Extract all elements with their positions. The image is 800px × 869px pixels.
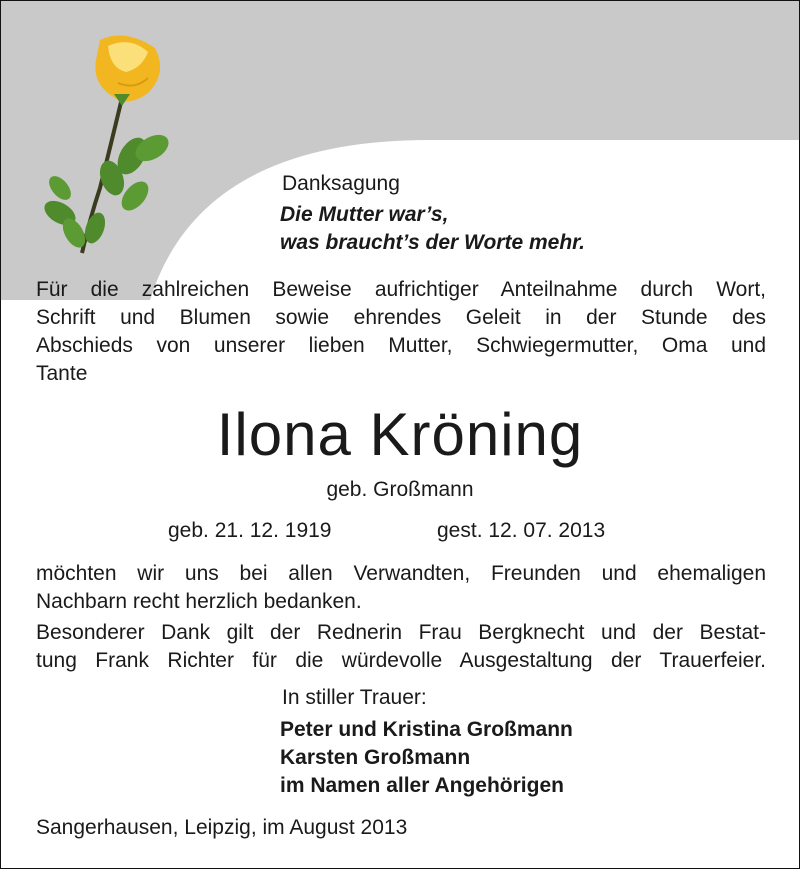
heading-danksagung: Danksagung (282, 172, 400, 195)
birth-date: geb. 21. 12. 1919 (168, 519, 332, 542)
deceased-name: Ilona Kröning (216, 401, 584, 468)
thanks-line-1: möchten wir uns bei allen Verwandten, Freunden und ehemaligen (36, 562, 766, 585)
signer-line-1: Peter und Kristina Großmann (280, 718, 573, 741)
thanks-line-2: Nachbarn recht herzlich bedanken. (36, 590, 362, 613)
intro-line-2: Schrift und Blumen sowie ehrendes Geleit in der Stunde des (36, 306, 766, 329)
intro-line-3: Abschieds von unserer lieben Mutter, Schwiegermutter, Oma und (36, 334, 766, 357)
signer-line-2: Karsten Großmann (280, 746, 471, 769)
intro-line-1: Für die zahlreichen Beweise aufrichtiger Anteilnahme durch Wort, (36, 278, 766, 301)
death-date: gest. 12. 07. 2013 (437, 519, 606, 542)
thanks-line-4: tung Frank Richter für die würdevolle Ausgestaltung der Trauerfeier. (36, 649, 766, 672)
mourning-label: In stiller Trauer: (282, 686, 427, 709)
motto-line-1: Die Mutter war’s, (280, 203, 449, 226)
birth-name: geb. Großmann (326, 478, 474, 501)
motto-line-2: was braucht’s der Worte mehr. (280, 231, 585, 254)
thanks-line-3: Besonderer Dank gilt der Rednerin Frau Bergknecht und der Bestat- (36, 621, 766, 644)
place-and-date: Sangerhausen, Leipzig, im August 2013 (36, 816, 408, 839)
signer-line-3: im Namen aller Angehörigen (280, 774, 564, 797)
intro-line-4: Tante (36, 362, 88, 385)
